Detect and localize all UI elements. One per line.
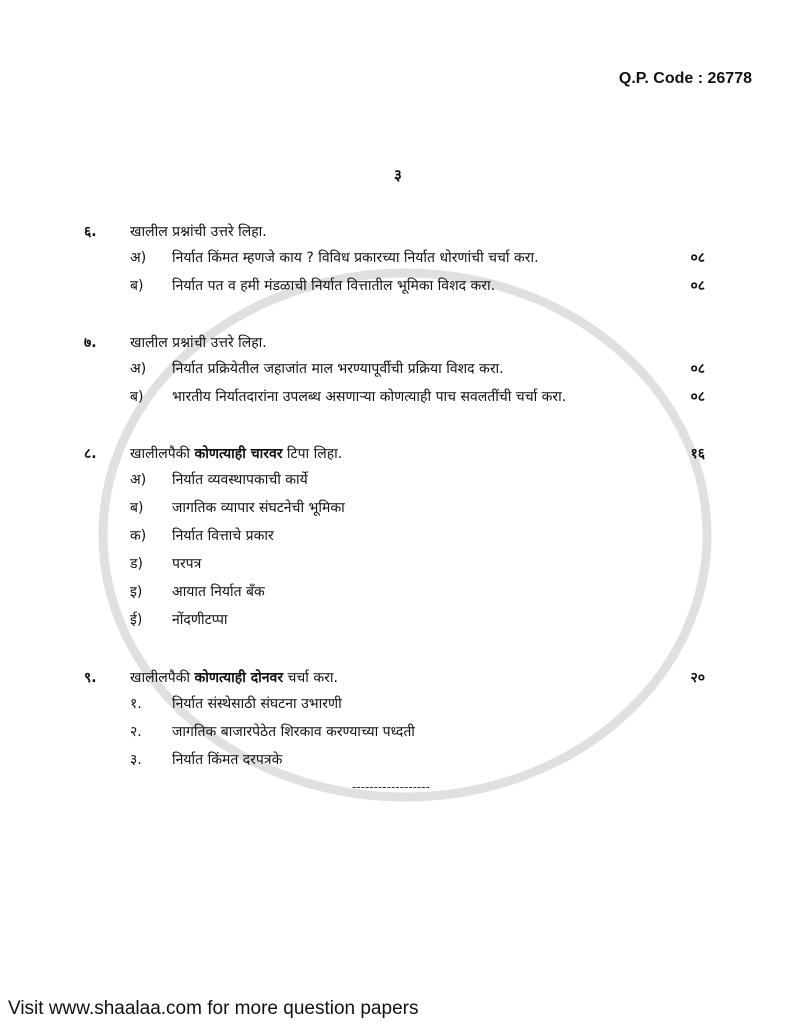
item-label: अ): [130, 361, 147, 377]
item-label: ब): [130, 389, 144, 405]
item-label: ड): [130, 556, 143, 572]
item-marks: ०८: [690, 389, 705, 405]
list-item: [0, 582, 800, 606]
item-label: ३.: [130, 752, 142, 768]
item-label: ब): [130, 278, 144, 294]
list-item: [0, 248, 800, 272]
item-label: अ): [130, 472, 147, 488]
item-text: आयात निर्यात बँक: [172, 584, 265, 600]
question-7-heading: [0, 333, 800, 357]
list-item: [0, 554, 800, 578]
qp-code: Q.P. Code : 26778: [618, 70, 752, 87]
item-label: २.: [130, 724, 142, 740]
item-text: निर्यात वित्ताचे प्रकार: [172, 528, 274, 544]
item-text: निर्यात व्यवस्थापकाची कार्ये: [172, 472, 308, 488]
end-marker: ------------------: [352, 780, 430, 794]
list-item: [0, 276, 800, 300]
question-heading: [130, 444, 342, 463]
question-number: ९.: [84, 670, 97, 686]
list-item: [0, 470, 800, 494]
list-item: [0, 498, 800, 522]
item-label: ब): [130, 500, 144, 516]
item-label: अ): [130, 250, 147, 266]
item-marks: ०८: [690, 278, 705, 294]
item-text: निर्यात संस्थेसाठी संघटना उभारणी: [172, 696, 342, 712]
item-text: निर्यात पत व हमी मंडळाची निर्यात वित्तातील भूमिका विशद करा.: [172, 278, 496, 294]
list-item: [0, 750, 800, 774]
item-marks: ०८: [690, 250, 705, 266]
item-label: इ): [130, 584, 143, 600]
item-text: जागतिक व्यापार संघटनेची भूमिका: [172, 500, 345, 516]
heading-text: खालीलपैकी: [130, 670, 195, 686]
list-item: [0, 387, 800, 411]
question-9-heading: [0, 668, 800, 692]
heading-text: चर्चा करा.: [283, 670, 338, 686]
question-marks: २०: [690, 670, 705, 686]
question-heading: खालील प्रश्नांची उत्तरे लिहा.: [130, 224, 267, 240]
question-number: ६.: [84, 224, 97, 240]
page-number: ३: [394, 166, 402, 184]
item-text: भारतीय निर्यातदारांना उपलब्ध असणाऱ्या कोणत्याही पाच सवलतींची चर्चा करा.: [172, 389, 567, 405]
item-label: क): [130, 528, 147, 544]
item-text: परपत्र: [172, 556, 202, 572]
list-item: [0, 526, 800, 550]
question-heading: [130, 668, 338, 687]
question-8-heading: [0, 444, 800, 468]
item-text: निर्यात किंमत दरपत्रके: [172, 752, 283, 768]
list-item: [0, 722, 800, 746]
item-marks: ०८: [690, 361, 705, 377]
item-label: ई): [130, 612, 143, 628]
item-text: निर्यात किंमत म्हणजे काय ? विविध प्रकारच्या निर्यात धोरणांची चर्चा करा.: [172, 250, 539, 266]
heading-emphasis: कोणत्याही चारवर: [194, 446, 283, 462]
list-item: [0, 610, 800, 634]
question-marks: १६: [690, 446, 705, 462]
heading-text: टिपा लिहा.: [282, 446, 343, 462]
footer-text: Visit www.shaalaa.com for more question papers: [8, 998, 419, 1019]
question-heading: खालील प्रश्नांची उत्तरे लिहा.: [130, 335, 267, 351]
list-item: [0, 359, 800, 383]
item-text: नोंदणीटप्पा: [172, 612, 228, 628]
question-number: ८.: [84, 446, 97, 462]
question-6-heading: [0, 222, 800, 246]
heading-emphasis: कोणत्याही दोनवर: [194, 670, 284, 686]
heading-text: खालीलपैकी: [130, 446, 195, 462]
item-label: १.: [130, 696, 142, 712]
question-number: ७.: [84, 335, 97, 351]
list-item: [0, 694, 800, 718]
item-text: जागतिक बाजारपेठेत शिरकाव करण्याच्या पध्दती: [172, 724, 415, 740]
item-text: निर्यात प्रक्रियेतील जहाजांत माल भरण्यापूर्वीची प्रक्रिया विशद करा.: [172, 361, 504, 377]
